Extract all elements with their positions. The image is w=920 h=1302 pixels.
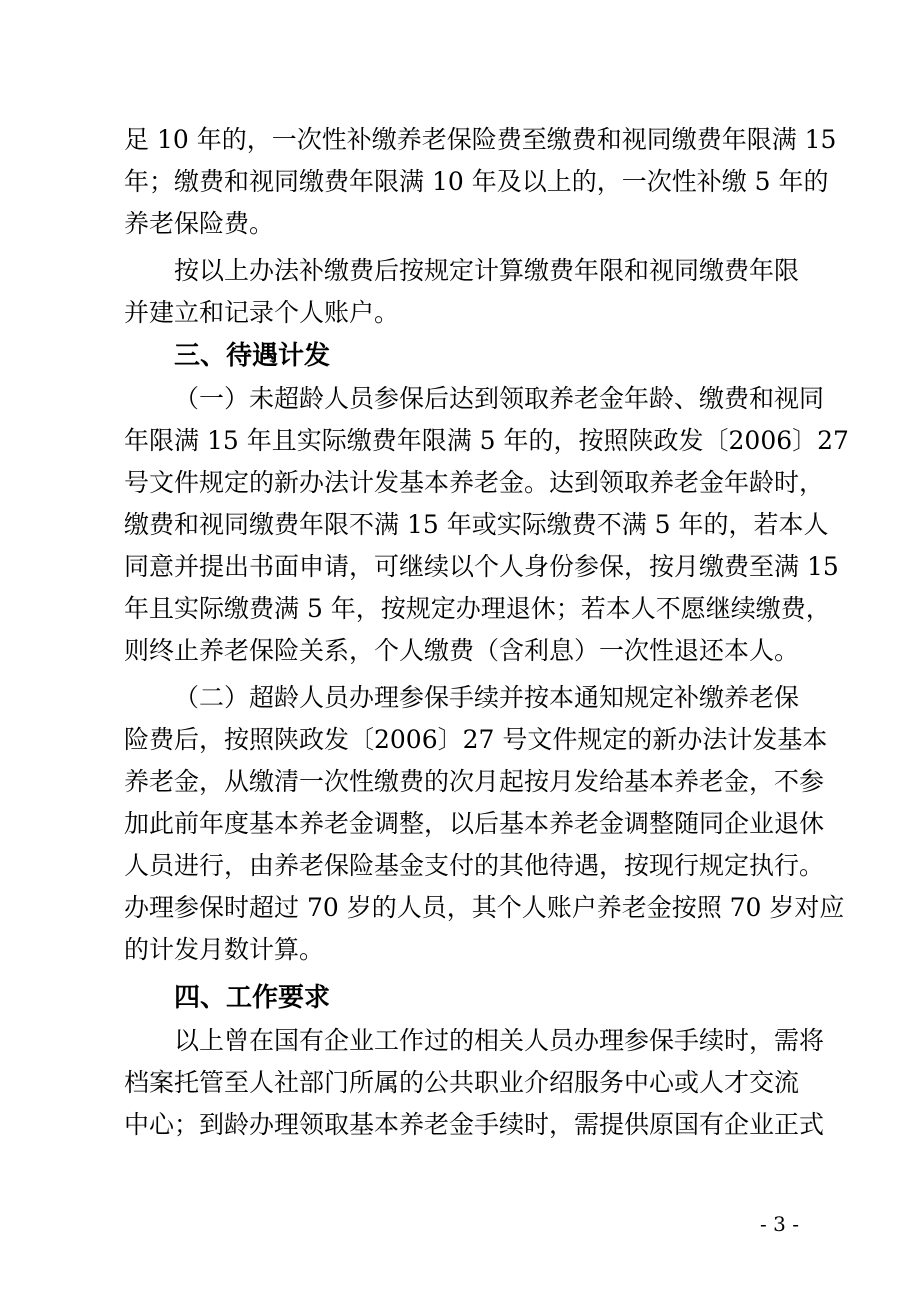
text-line: 足 10 年的，一次性补缴养老保险费至缴费和视同缴费年限满 15 (124, 125, 837, 154)
page-number: - 3 - (760, 1212, 799, 1236)
text-line: 年且实际缴费满 5 年，按规定办理退休；若本人不愿继续缴费， (124, 594, 831, 623)
text-line: 号文件规定的新办法计发基本养老金。达到领取养老金年龄时， (124, 468, 825, 497)
text-line: 并建立和记录个人账户。 (124, 298, 400, 327)
text-line: 年限满 15 年且实际缴费年限满 5 年的，按照陕政发〔2006〕27 (124, 426, 849, 455)
text-line: 人员进行，由养老保险基金支付的其他待遇，按现行规定执行。 (124, 851, 825, 880)
text-line: 年；缴费和视同缴费年限满 10 年及以上的，一次性补缴 5 年的 (124, 167, 829, 196)
text-line: 养老金，从缴清一次性缴费的次月起按月发给基本养老金，不参 (124, 767, 825, 796)
text-line: 档案托管至人社部门所属的公共职业介绍服务中心或人才交流 (124, 1068, 800, 1097)
text-line: 加此前年度基本养老金调整，以后基本养老金调整随同企业退休 (124, 809, 825, 838)
text-line: 按以上办法补缴费后按规定计算缴费年限和视同缴费年限 (174, 256, 800, 285)
text-line: （二）超龄人员办理参保手续并按本通知规定补缴养老保 (174, 683, 800, 712)
text-line: 养老保险费。 (124, 209, 275, 238)
section-heading-work-requirements: 四、工作要求 (174, 983, 331, 1013)
text-line: 险费后，按照陕政发〔2006〕27 号文件规定的新办法计发基本 (124, 725, 828, 754)
text-line: 以上曾在国有企业工作过的相关人员办理参保手续时，需将 (174, 1026, 825, 1055)
text-line: （一）未超龄人员参保后达到领取养老金年龄、缴费和视同 (174, 384, 825, 413)
text-line: 同意并提出书面申请，可继续以个人身份参保，按月缴费至满 15 (124, 552, 839, 581)
text-line: 缴费和视同缴费年限不满 15 年或实际缴费不满 5 年的，若本人 (124, 510, 829, 539)
text-line: 则终止养老保险关系，个人缴费（含利息）一次性退还本人。 (124, 636, 800, 665)
text-line: 的计发月数计算。 (124, 935, 325, 964)
section-heading-treatment: 三、待遇计发 (174, 341, 331, 371)
text-line: 中心；到龄办理领取基本养老金手续时，需提供原国有企业正式 (124, 1110, 825, 1139)
text-line: 办理参保时超过 70 岁的人员，其个人账户养老金按照 70 岁对应 (124, 893, 845, 922)
